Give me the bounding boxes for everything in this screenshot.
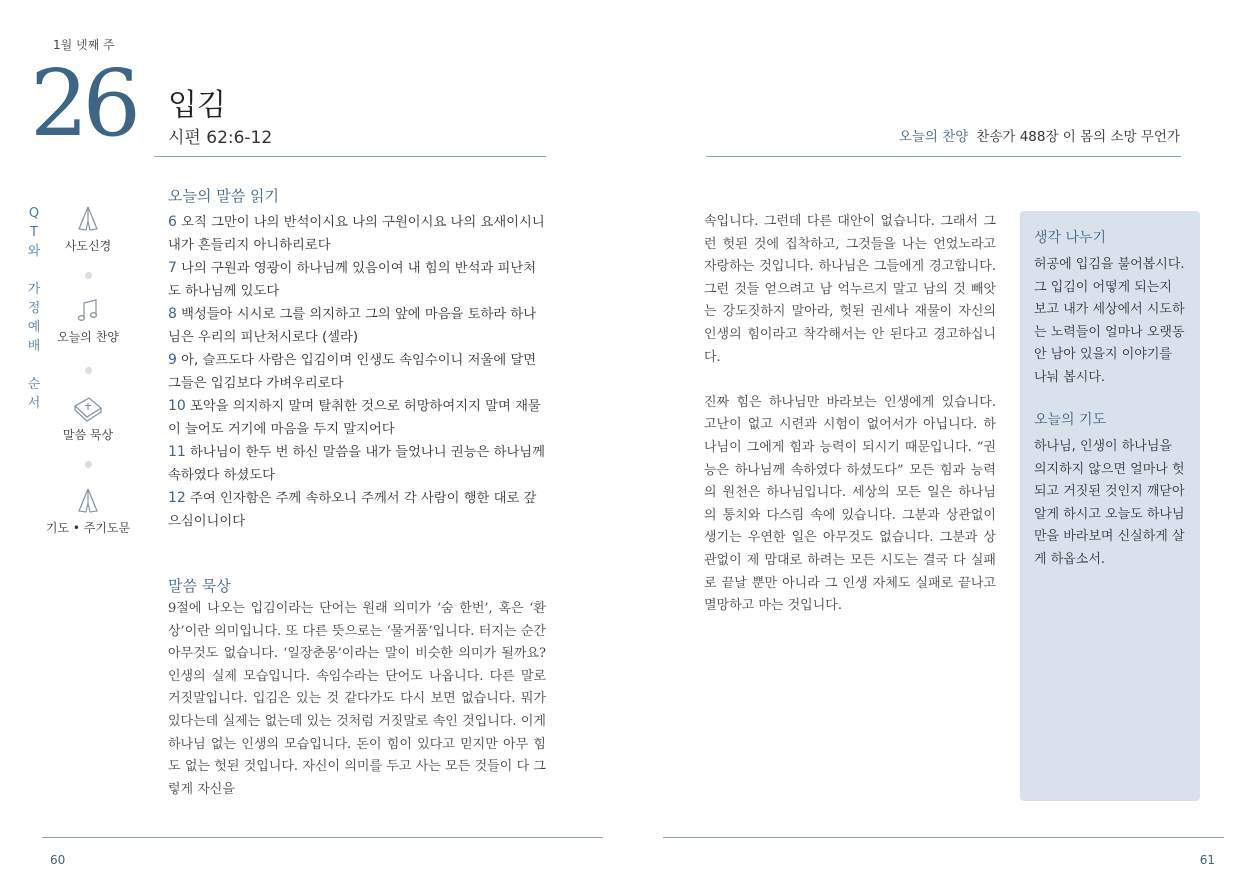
bible-icon	[71, 392, 105, 422]
sidebar-item-creed[interactable]	[38, 205, 138, 254]
share-heading: 생각 나누기	[1034, 230, 1107, 246]
reading-heading: 오늘의 말씀 읽기	[168, 187, 279, 205]
page-title: 입김	[168, 88, 226, 123]
sidebar-item-hymn[interactable]	[38, 298, 138, 345]
meditation-paragraph: 속입니다. 그런데 다른 대안이 없습니다. 그래서 그런 헛된 것에 집착하고, 그것들을 나는 언었노라고 자랑하는 것입니다. 하나님은 그들에게 경고합니다. 그런 것들 얻으려고 남 억누르지 말고 남의 것 빼앗는 강도짓하지 말아라, 헛된 권세나 재물이 자신의 인생의 힘이라고 착각해서는 안 된다고 경고하십니다.	[704, 214, 996, 365]
header-divider-right	[706, 156, 1181, 157]
share-text: 허공에 입김을 불어봅시다. 그 입김이 어떻게 되는지 보고 내가 세상에서 시도하는 노력들이 얼마나 오랫동안 남아 있을지 이야기를 나눠 봅시다.	[1034, 257, 1185, 385]
scripture-reference: 시편 62:6-12	[168, 128, 273, 148]
sidebar-vertical-title: Q T 와 가 정 예 배 순 서	[27, 206, 41, 411]
reflection-box	[1020, 211, 1200, 801]
day-number: 26	[30, 50, 136, 157]
meditation-heading: 말씀 묵상	[168, 577, 231, 595]
verse-item: 12 주여 인자함은 주께 속하오니 주께서 각 사람이 행한 대로 갚으심이니이다	[168, 490, 537, 529]
prayer-text: 하나님, 인생이 하나님을 의지하지 않으면 얼마나 헛되고 거짓된 것인지 깨닫아 알게 하시고 오늘도 하나님만을 바라보며 신실하게 살게 하옵소서.	[1034, 439, 1185, 567]
verse-item: 7 나의 구원과 영광이 하나님께 있음이여 내 힘의 반석과 피난처도 하나님께 있도다	[168, 260, 537, 299]
praying-hands-icon	[73, 487, 103, 515]
hymn-line	[899, 125, 1180, 145]
meditation-paragraph: 진짜 힘은 하나님만 바라보는 인생에게 있습니다. 고난이 없고 시련과 시험이 없어서가 아닙니다. 하나님이 그에게 힘과 능력이 되시기 때문입니다. “권능은 하나님께 속하였다 하셨도다” 모든 힘과 능력의 원천은 하나님입니다. 세상의 모든 일은 하나님의 통치와 다스림 속에 있습니다. 그분과 상관없이 생기는 우연한 일은 아무것도 없습니다. 그분과 상관없이 제 맘대로 하려는 모든 시도는 결국 다 실패로 끝날 뿐만 아니라 그 인생 자체도 실패로 끝나고 멸망하고 마는 것입니다.	[704, 394, 996, 614]
sidebar-dot	[85, 461, 92, 468]
footer-divider-right	[663, 837, 1224, 838]
page-number-right: 61	[1199, 853, 1215, 867]
prayer-heading: 오늘의 기도	[1034, 412, 1107, 428]
verse-list	[168, 211, 548, 533]
sidebar-item-label: 오늘의 찬양	[57, 330, 119, 344]
meditation-paragraph: 9절에 나오는 입김이라는 단어는 원래 의미가 ‘숨 한번’, 혹은 ‘환상’이란 의미입니다. 또 다른 뜻으로는 ‘물거품’입니다. 터지는 순간 아무것도 없습니다. ‘일장춘몽’이라는 말이 비슷한 의미가 될까요? 인생의 실제 모습입니다. 속임수라는 단어도 나옵니다. 다른 말로 거짓말입니다. 입김은 있는 것 같다가도 다시 보면 없습니다. 뭐가 있다는데 실제는 없는데 있는 것처럼 거짓말로 속인 것입니다. 이게 하나님 없는 인생의 모습입니다. 돈이 힘이 있다고 믿지만 아무 힘도 없는 헛된 것입니다. 자신이 의미를 두고 사는 모든 것들이 다 그렇게 자신을	[168, 601, 546, 797]
sidebar-dot	[85, 272, 92, 279]
sidebar-item-label: 말씀 묵상	[62, 428, 114, 442]
week-label: 1월 넷째 주	[53, 38, 115, 52]
praying-hands-icon	[73, 205, 103, 233]
page-number-left: 60	[50, 853, 66, 867]
sidebar-item-meditation[interactable]	[38, 392, 138, 443]
sidebar-item-prayer[interactable]	[38, 487, 138, 536]
music-note-icon	[74, 298, 102, 324]
header-divider-left	[154, 156, 546, 157]
meditation-column-left	[168, 598, 546, 801]
footer-divider-left	[42, 837, 603, 838]
verse-item: 11 하나님이 한두 번 하신 말씀을 내가 들었나니 권능은 하나님께 속하였다 하셨도다	[168, 444, 545, 483]
sidebar-dot	[85, 367, 92, 374]
verse-item: 8 백성들아 시시로 그를 의지하고 그의 앞에 마음을 토하라 하나님은 우리의 피난처시로다 (셀라)	[168, 306, 537, 345]
meditation-column-right	[704, 211, 996, 618]
hymn-text: 찬송가 488장 이 몸의 소망 무언가	[976, 129, 1180, 145]
verse-item: 6 오직 그만이 나의 반석이시요 나의 구원이시요 나의 요새이시니 내가 흔들리지 아니하리로다	[168, 214, 545, 253]
verse-item: 10 포악을 의지하지 말며 탈취한 것으로 허망하여지지 말며 재물이 늘어도 거기에 마음을 두지 말지어다	[168, 398, 541, 437]
verse-item: 9 아, 슬프도다 사람은 입김이며 인생도 속임수이니 저울에 달면 그들은 입김보다 가벼우리로다	[168, 352, 537, 391]
sidebar-item-label: 기도 • 주기도문	[45, 521, 131, 535]
sidebar-item-label: 사도신경	[64, 239, 112, 253]
hymn-label: 오늘의 찬양	[898, 129, 969, 145]
